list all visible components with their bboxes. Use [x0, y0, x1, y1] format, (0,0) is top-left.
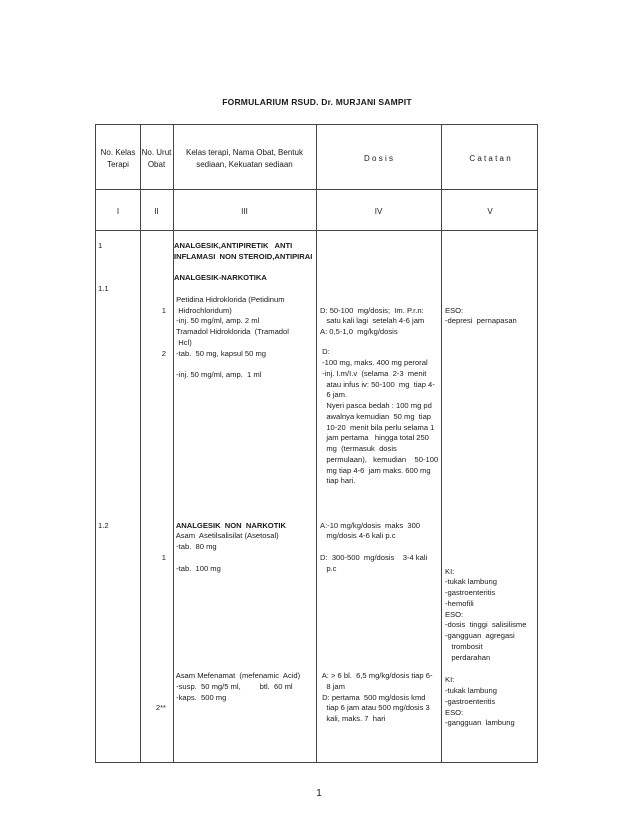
header-col2 — [140, 147, 173, 171]
dose-line: mg/dosis 4-6 kali p.c — [320, 531, 396, 541]
roman-col2: II — [154, 207, 159, 216]
note-line: -gastroenteritis — [445, 588, 496, 598]
header-col1-line1: No. Kelas — [100, 148, 136, 157]
col-divider-4 — [441, 125, 442, 762]
dose-line: Nyeri pasca bedah : 100 mg pd — [320, 401, 432, 411]
header-col2-line1: No. Urut — [141, 148, 172, 157]
header-col1 — [96, 147, 140, 171]
note-line: KI: — [445, 566, 455, 576]
dose-line: mg tiap 4-6 jam maks. 600 mg — [320, 465, 431, 475]
drug-line: ANALGESIK,ANTIPIRETIK ANTI — [174, 241, 293, 250]
dose-line: tiap 6 jam atau 500 mg/dosis 3 — [320, 703, 430, 713]
dose-line: A: > 6 bl. 6,5 mg/kg/dosis tiap 6- — [320, 671, 433, 680]
dose-line: kali, maks. 7 hari — [320, 714, 386, 723]
roman-col3: III — [241, 207, 248, 216]
header-col5: C a t a t a n — [469, 154, 511, 163]
drug-line: Asam Asetilsalisilat (Asetosal) — [174, 531, 279, 541]
dose-line: satu kali lagi setelah 4-6 jam — [320, 316, 425, 326]
dose-line: -inj. I.m/I.v (selama 2-3 menit — [320, 368, 427, 378]
drug-line: ANALGESIK-NARKOTIKA — [174, 273, 267, 283]
header-col1-line2: Terapi — [107, 160, 129, 169]
drug-line: -tab. 100 mg — [174, 563, 221, 573]
dose-line: A:-10 mg/kg/dosis maks 300 — [320, 520, 421, 530]
drug-line: -tab. 50 mg, kapsul 50 mg — [174, 348, 267, 358]
header-col3-line2: sediaan, Kekuatan sediaan — [196, 160, 293, 169]
roman-col4: IV — [374, 207, 383, 216]
dose-line: permulaan), kemudian 50-100 — [320, 454, 439, 464]
dose-line: A: 0,5-1,0 mg/kg/dosis — [320, 327, 398, 336]
dose-line: 6 jam. — [320, 390, 348, 400]
dose-line: 10-20 menit bila perlu selama 1 — [320, 422, 435, 432]
drug-line: Hidrochloridum) — [174, 305, 232, 315]
note-line: ESO: — [445, 609, 464, 619]
drug-line: -inj. 50 mg/ml, amp. 1 ml — [174, 370, 262, 379]
order-number: 1 — [161, 305, 166, 315]
class-number: 1 — [98, 241, 103, 250]
dose-line: jam pertama hingga total 250 — [320, 433, 429, 443]
drug-line: INFLAMASI NON STEROID,ANTIPIRAI — [174, 251, 313, 261]
class-number: 1.2 — [98, 520, 109, 530]
note-line: KI: — [445, 675, 455, 685]
dose-line: D: 300-500 mg/dosis 3-4 kali — [320, 552, 428, 562]
drug-line: Petidina Hidroklorida (Petidinum — [174, 294, 285, 304]
drug-line: ANALGESIK NON NARKOTIK — [174, 520, 286, 530]
header-col4: D o s i s — [364, 154, 393, 163]
header-col3-line1: Kelas terapi, Nama Obat, Bentuk — [186, 148, 303, 157]
document-title: FORMULARIUM RSUD. Dr. MURJANI SAMPIT — [222, 97, 412, 107]
dose-line: -100 mg, maks. 400 mg peroral — [320, 358, 428, 368]
note-line: -tukak lambung — [445, 577, 497, 587]
order-number: 2 — [161, 348, 166, 358]
note-line: -depresi pernapasan — [445, 316, 517, 326]
col-divider-1 — [140, 125, 141, 762]
note-line: -dosis tinggi salisilisme — [445, 620, 527, 630]
header-col2-line2: Obat — [147, 160, 166, 169]
dose-line: mg (termasuk dosis — [320, 444, 397, 454]
drug-line: Asam Mefenamat (mefenamic Acid) — [174, 671, 301, 680]
page-number: 1 — [316, 788, 322, 799]
note-line: ESO: — [445, 707, 464, 717]
dose-line: D: 50-100 mg/dosis; Im. P.r.n: — [320, 305, 424, 315]
order-number: 1 — [161, 552, 166, 562]
note-line: trombosit — [445, 641, 483, 651]
dose-line: p.c — [320, 563, 337, 573]
roman-col5: V — [487, 207, 493, 216]
order-number: 2** — [155, 703, 166, 713]
note-line: -gangguan lambung — [445, 718, 515, 728]
drug-line: -inj. 50 mg/ml, amp. 2 ml — [174, 316, 260, 326]
note-line: -gangguan agregasi — [445, 631, 515, 641]
header-col3 — [173, 147, 316, 171]
note-line: -tukak lambung — [445, 686, 497, 696]
dose-line: D: — [320, 347, 330, 357]
class-number: 1.1 — [98, 284, 109, 293]
dose-line: 8 jam — [320, 681, 345, 691]
col-divider-3 — [316, 125, 317, 762]
note-line: -gastroenteritis — [445, 696, 496, 706]
col-divider-2 — [173, 125, 174, 762]
dose-line: awalnya kemudian 50 mg tiap — [320, 411, 432, 421]
drug-line: Tramadol Hidroklorida (Tramadol — [174, 327, 289, 336]
formulary-table — [95, 124, 538, 763]
dose-line: D: pertama 500 mg/dosis kmd — [320, 692, 426, 702]
note-line: perdarahan — [445, 652, 491, 662]
drug-line: Hcl) — [174, 337, 192, 347]
note-line: -hemofili — [445, 598, 474, 608]
dose-line: atau infus iv: 50-100 mg tiap 4- — [320, 379, 435, 389]
dose-line: tiap hari. — [320, 476, 356, 486]
note-line: ESO: — [445, 305, 464, 315]
drug-line: -susp. 50 mg/5 ml, btl. 60 ml — [174, 681, 293, 691]
roman-col1: I — [116, 207, 120, 216]
drug-line: -tab. 80 mg — [174, 542, 217, 551]
drug-line: -kaps. 500 mg — [174, 692, 227, 702]
